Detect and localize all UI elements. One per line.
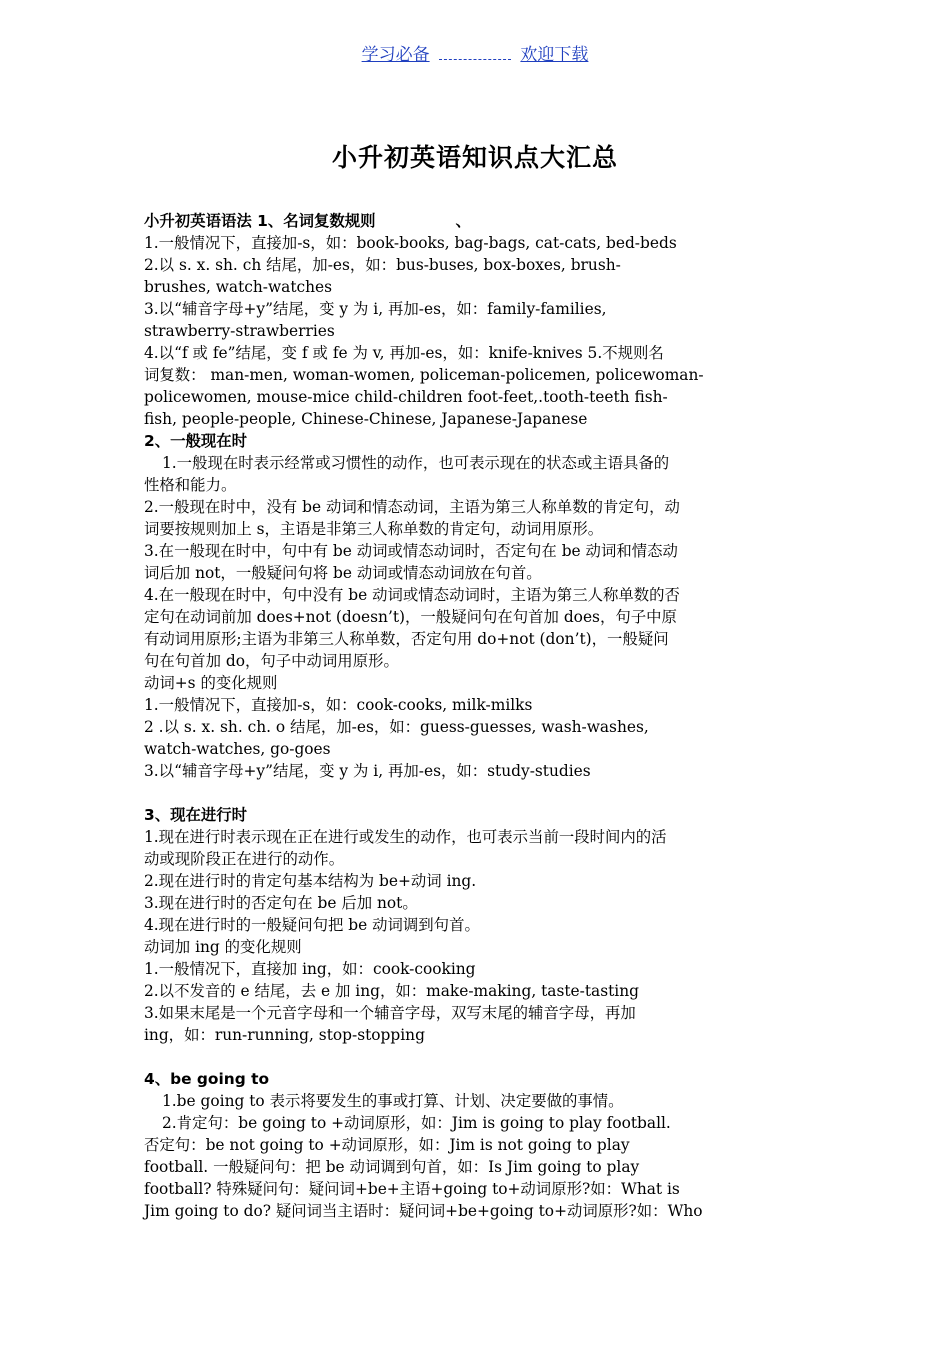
section-2-line: 1.一般现在时表示经常或习惯性的动作，也可表示现在的状态或主语具备的 (162, 454, 670, 472)
section-3-line: 动或现阶段正在进行的动作。 (144, 850, 345, 868)
section-4-line: 1.be going to 表示将要发生的事或打算、计划、决定要做的事情。 (162, 1092, 624, 1110)
section-4-line: Jim going to do? 疑问词当主语时：疑问词+be+going to+动词原形?如：Who (144, 1202, 703, 1220)
section-2-line: 4.在一般现在时中，句中没有 be 动词或情态动词时，主语为第三人称单数的否 (144, 586, 680, 604)
section-3-line: 3.现在进行时的否定句在 be 后加 not。 (144, 894, 418, 912)
section-2-heading: 2、一般现在时 (144, 432, 248, 450)
section-2-line: 词要按规则加上 s，主语是非第三人称单数的肯定句，动词用原形。 (144, 520, 604, 538)
section-3-line: 1.一般情况下，直接加 ing，如：cook-cooking (144, 960, 476, 978)
header-left-text: 学习必备 (361, 45, 430, 65)
section-1-line: 4.以“f 或 fe”结尾，变 f 或 fe 为 v, 再加-es，如：knife-knives 5.不规则名 (144, 344, 664, 362)
section-3-line: 4.现在进行时的一般疑问句把 be 动词调到句首。 (144, 916, 480, 934)
section-2-line: 动词+s 的变化规则 (144, 674, 278, 692)
section-3-line: 3.如果末尾是一个元音字母和一个辅音字母，双写末尾的辅音字母，再加 (144, 1004, 636, 1022)
section-4-line: 2.肯定句：be going to +动词原形，如：Jim is going to play football. (162, 1114, 671, 1132)
header-divider (439, 45, 511, 60)
section-3-line: 2.现在进行时的肯定句基本结构为 be+动词 ing. (144, 872, 477, 890)
section-4-line: football? 特殊疑问句：疑问词+be+主语+going to+动词原形?如：What is (144, 1180, 680, 1198)
section-2-line: 1.一般情况下，直接加-s，如：cook-cooks, milk-milks (144, 696, 533, 714)
section-3-line: 2.以不发音的 e 结尾，去 e 加 ing，如：make-making, taste-tasting (144, 982, 639, 1000)
section-2-line: 3.在一般现在时中，句中有 be 动词或情态动词时，否定句在 be 动词和情态动 (144, 542, 678, 560)
section-4-line: football. 一般疑问句：把 be 动词调到句首，如：Is Jim going to play (144, 1158, 640, 1176)
section-3-line: ing，如：run-running, stop-stopping (144, 1026, 425, 1044)
section-1-heading: 小升初英语语法 1、名词复数规则 、 (144, 212, 471, 230)
document-title: 小升初英语知识点大汇总 (331, 143, 618, 172)
section-2-line: 2.一般现在时中，没有 be 动词和情态动词，主语为第三人称单数的肯定句，动 (144, 498, 680, 516)
document-body (144, 210, 814, 1222)
section-1-line: fish, people-people, Chinese-Chinese, Japanese-Japanese (144, 410, 588, 428)
section-2-line: 定句在动词前加 does+not (doesn’t)，一般疑问句在句首加 does，句子中原 (144, 608, 677, 626)
page-header (0, 40, 950, 65)
header-right-text: 欢迎下载 (520, 45, 589, 65)
section-1-line: 3.以“辅音字母+y”结尾，变 y 为 i, 再加-es，如：family-families, (144, 300, 607, 318)
section-3-heading: 3、现在进行时 (144, 806, 248, 824)
section-2-line: 有动词用原形;主语为非第三人称单数，否定句用 do+not (don’t)，一般疑问 (144, 630, 669, 648)
section-2-line: 性格和能力。 (144, 476, 237, 494)
section-4-line: 否定句：be not going to +动词原形，如：Jim is not going to play (144, 1136, 630, 1154)
section-1-line: brushes, watch-watches (144, 278, 333, 296)
section-3-line: 动词加 ing 的变化规则 (144, 938, 302, 956)
spacer (144, 782, 814, 804)
section-2-line: 3.以“辅音字母+y”结尾，变 y 为 i, 再加-es，如：study-studies (144, 762, 591, 780)
section-1-line: 1.一般情况下，直接加-s，如：book-books, bag-bags, cat-cats, bed-beds (144, 234, 677, 252)
spacer (144, 1046, 814, 1068)
section-1-line: strawberry-strawberries (144, 322, 335, 340)
section-3-line: 1.现在进行时表示现在正在进行或发生的动作，也可表示当前一段时间内的活 (144, 828, 667, 846)
section-2-line: 句在句首加 do，句子中动词用原形。 (144, 652, 399, 670)
section-2-line: 2 .以 s. x. sh. ch. o 结尾，加-es，如：guess-guesses, wash-washes, (144, 718, 649, 736)
section-1-line: 2.以 s. x. sh. ch 结尾，加-es，如：bus-buses, box-boxes, brush- (144, 256, 621, 274)
section-2-line: watch-watches, go-goes (144, 740, 331, 758)
section-1-line: 词复数： man-men, woman-women, policeman-policemen, policewoman- (144, 366, 704, 384)
section-4-heading: 4、be going to (144, 1070, 270, 1088)
section-2-line: 词后加 not，一般疑问句将 be 动词或情态动词放在句首。 (144, 564, 542, 582)
section-1-line: policewomen, mouse-mice child-children foot-feet,.tooth-teeth fish- (144, 388, 668, 406)
